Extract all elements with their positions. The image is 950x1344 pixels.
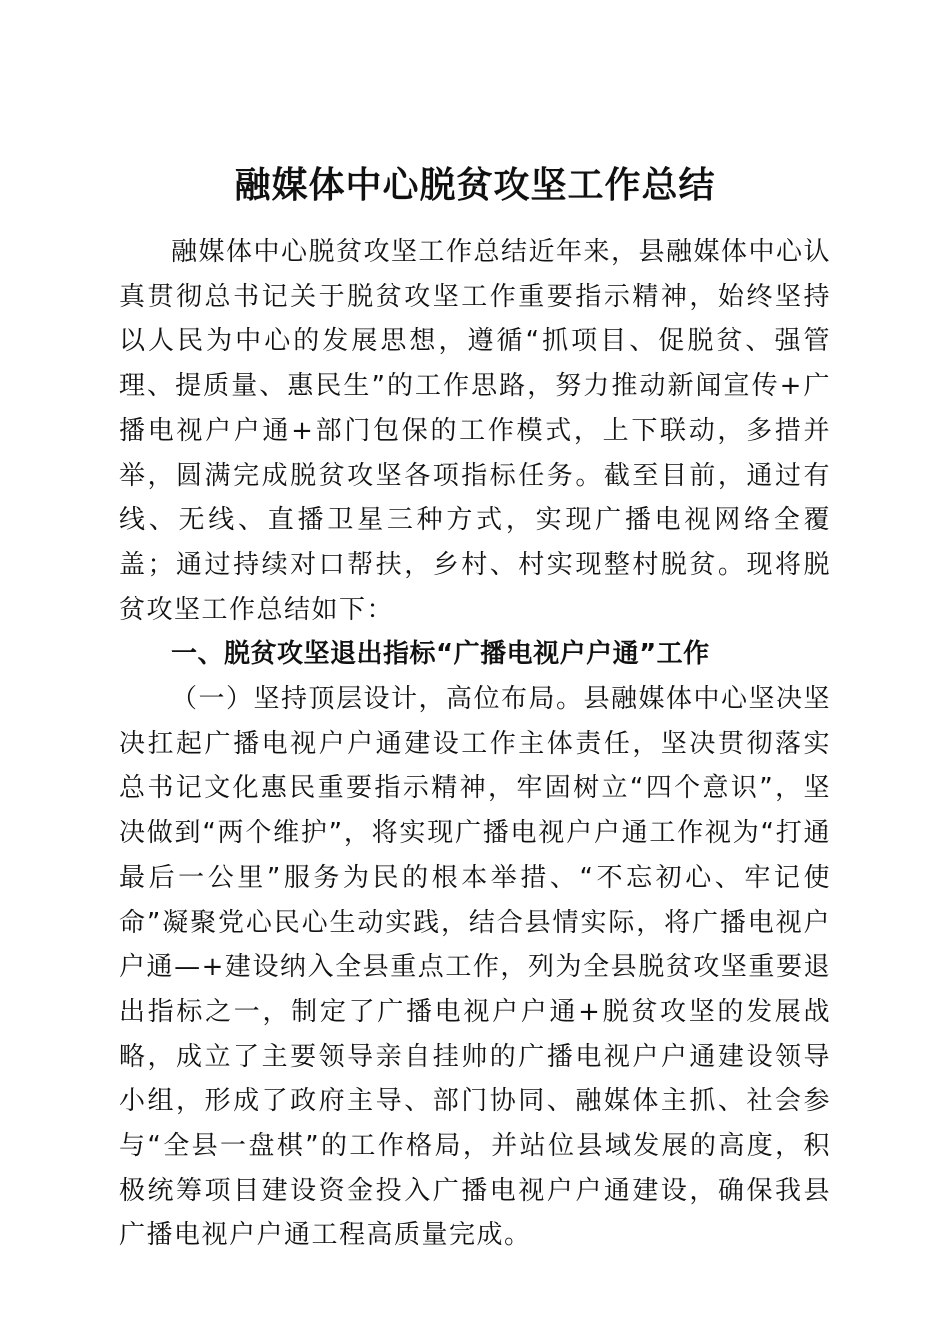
document-body [119,230,831,1258]
section-heading: 一、脱贫攻坚退出指标“广播电视户户通”工作 [171,639,710,670]
subsection-paragraph: （一）坚持顶层设计，高位布局。县融媒体中心坚决坚决扛起广播电视户户通建设工作主体责任，坚决贯彻落实总书记文化惠民重要指示精神，牢固树立“四个意识”，坚决做到“两个维护”，将实现广播电视户户通工作视为“打通最后一公里”服务为民的根本举措、“不忘初心、牢记使命”凝聚党心民心生动实践，结合县情实际，将广播电视户户通—+建设纳入全县重点工作，列为全县脱贫攻坚重要退出指标之一，制定了广播电视户户通+脱贫攻坚的发展战略，成立了主要领导亲自挂帅的广播电视户户通建设领导小组，形成了政府主导、部门协同、融媒体主抓、社会参与“全县一盘棋”的工作格局，并站位县域发展的高度，积极统筹项目建设资金投入广播电视户户通建设，确保我县广播电视户户通工程高质量完成。 [119,684,832,1251]
document-title: 融媒体中心脱贫攻坚工作总结 [234,164,716,207]
intro-paragraph: 融媒体中心脱贫攻坚工作总结近年来，县融媒体中心认真贯彻总书记关于脱贫攻坚工作重要指示精神，始终坚持以人民为中心的发展思想，遵循“抓项目、促脱贫、强管理、提质量、惠民生”的工作思路，努力推动新闻宣传+广播电视户户通+部门包保的工作模式，上下联动，多措并举，圆满完成脱贫攻坚各项指标任务。截至目前，通过有线、无线、直播卫星三种方式，实现广播电视网络全覆盖；通过持续对口帮扶，乡村、村实现整村脱贫。现将脱贫攻坚工作总结如下： [119,237,832,625]
